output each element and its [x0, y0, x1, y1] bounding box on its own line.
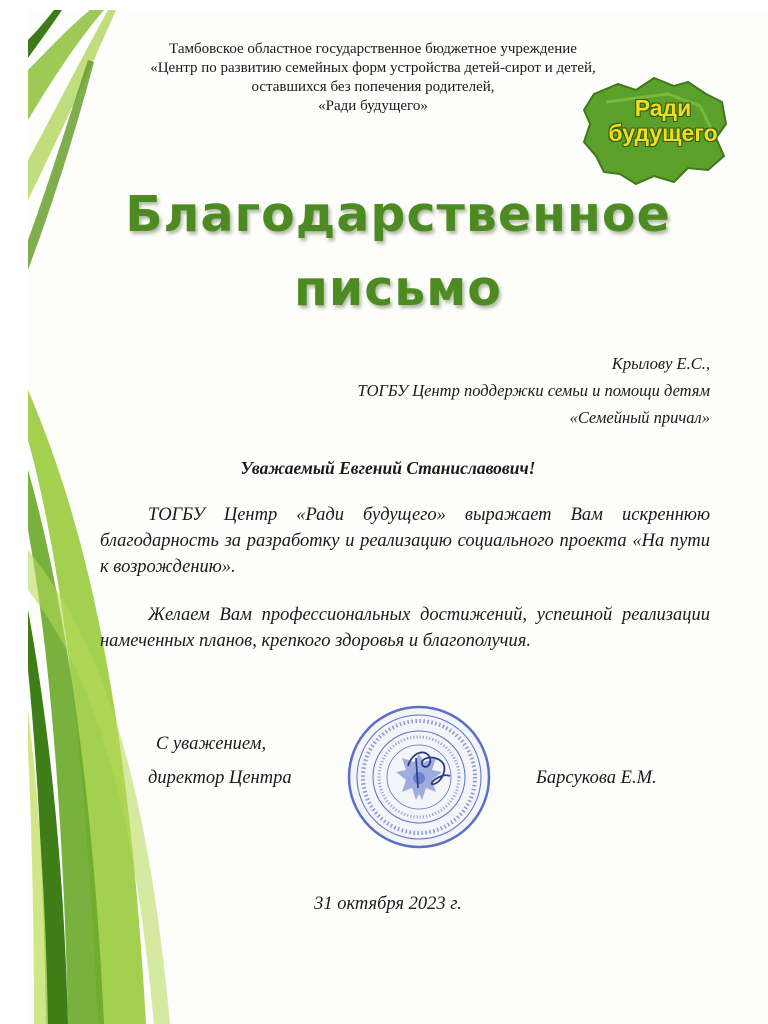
salutation: Уважаемый Евгений Станиславович!	[240, 458, 536, 478]
recipient-organization: «Семейный причал»	[569, 408, 710, 427]
logo-line: Ради	[634, 95, 692, 121]
header-line: Тамбовское областное государственное бюджетное учреждение	[169, 41, 577, 57]
document-title: Благодарственное	[125, 186, 671, 243]
logo-line: будущего	[608, 120, 718, 146]
header-line: оставшихся без попечения родителей,	[251, 79, 495, 95]
recipient-name: Крылову Е.С.,	[611, 354, 710, 373]
stamp-seal-icon	[346, 704, 492, 850]
letter-page	[28, 10, 768, 1024]
signer-name: Барсукова Е.М.	[536, 768, 657, 788]
closing-phrase: С уважением,	[156, 734, 267, 754]
body-paragraph: Желаем Вам профессиональных достижений, успешной реализации намеченных планов, крепкого здоровья и благополучия.	[100, 605, 710, 651]
header-line: «Центр по развитию семейных форм устройства детей-сирот и детей,	[150, 60, 596, 76]
body-paragraph: ТОГБУ Центр «Ради будущего» выражает Вам искреннюю благодарность за разработку и реализацию социального проекта «На пути к возрождению».	[100, 505, 710, 577]
document-date: 31 октября 2023 г.	[314, 894, 462, 914]
document-title: письмо	[294, 260, 502, 317]
recipient-block	[190, 350, 710, 431]
signer-position: директор Центра	[148, 768, 292, 788]
header-line: «Ради будущего»	[318, 98, 428, 114]
recipient-organization: ТОГБУ Центр поддержки семьи и помощи детям	[357, 381, 710, 400]
logo-text	[588, 96, 738, 146]
